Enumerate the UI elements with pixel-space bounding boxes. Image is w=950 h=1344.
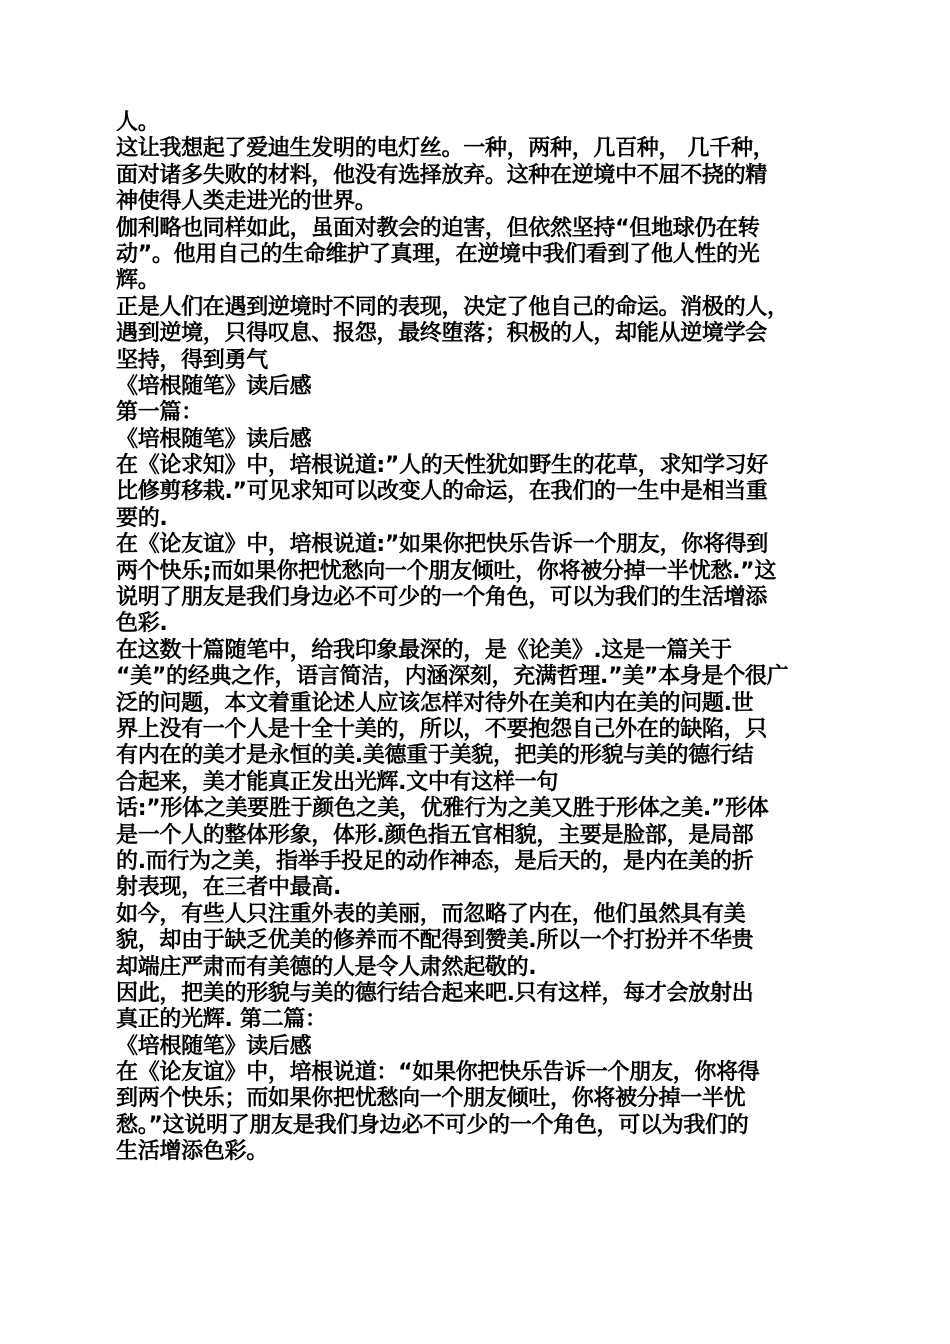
- text-line: 在这数十篇随笔中，给我印象最深的，是《论美》.这是一篇关于: [116, 637, 732, 663]
- text-line: 因此，把美的形貌与美的德行结合起来吧.只有这样，每才会放射出: [116, 980, 754, 1006]
- text-line: 愁。”这说明了朋友是我们身边必不可少的一个角色，可以为我们的: [116, 1112, 749, 1138]
- text-line: 动”。他用自己的生命维护了真理，在逆境中我们看到了他人性的光: [116, 241, 760, 267]
- text-line: 遇到逆境，只得叹息、报怨，最终堕落；积极的人，却能从逆境学会: [116, 321, 768, 347]
- section-heading: 《培根随笔》读后感: [116, 373, 312, 399]
- text-line: 说明了朋友是我们身边必不可少的一个角色，可以为我们的生活增添: [116, 585, 768, 611]
- text-line: 比修剪移栽.”可见求知可以改变人的命运，在我们的一生中是相当重: [116, 479, 768, 505]
- text-line: 泛的问题，本文着重论述人应该怎样对待外在美和内在美的问题.世: [116, 690, 754, 716]
- text-line: 射表现，在三者中最高.: [116, 875, 342, 901]
- text-line: 合起来，美才能真正发出光辉.文中有这样一句: [116, 769, 559, 795]
- text-line: 两个快乐;而如果你把忧愁向一个朋友倾吐，你将被分掉一半忧愁.”这: [116, 558, 777, 584]
- text-line: 是一个人的整体形象，体形.颜色指五官相貌，主要是脸部，是局部: [116, 822, 754, 848]
- text-line: 要的.: [116, 505, 168, 531]
- section-heading: 第一篇：: [116, 400, 203, 426]
- text-line: 如今，有些人只注重外表的美丽，而忽略了内在，他们虽然具有美: [116, 901, 746, 927]
- text-line: 生活增添色彩。: [116, 1139, 268, 1165]
- text-line: 在《论求知》中，培根说道:”人的天性犹如野生的花草，求知学习好: [116, 453, 768, 479]
- text-line: 辉。: [116, 268, 160, 294]
- text-line: 界上没有一个人是十全十美的，所以，不要抱怨自己外在的缺陷，只: [116, 716, 768, 742]
- text-line: 在《论友谊》中，培根说道：“如果你把快乐告诉一个朋友，你将得: [116, 1060, 760, 1086]
- text-line: 人。: [116, 110, 160, 135]
- text-line: 话:”形体之美要胜于颜色之美，优雅行为之美又胜于形体之美.”形体: [116, 796, 769, 822]
- text-line: 面对诸多失败的材料，他没有选择放弃。这种在逆境中不屈不挠的精: [116, 162, 768, 188]
- text-line: 正是人们在遇到逆境时不同的表现，决定了他自己的命运。消极的人，: [116, 294, 789, 320]
- text-line: “美”的经典之作，语言简洁，内涵深刻，充满哲理.”美”本身是个很广: [116, 664, 789, 690]
- text-line: 有内在的美才是永恒的美.美德重于美貌，把美的形貌与美的德行结: [116, 743, 754, 769]
- text-line: 伽利略也同样如此，虽面对教会的迫害，但依然坚持“但地球仍在转: [116, 215, 760, 241]
- text-line: 真正的光辉. 第二篇：: [116, 1007, 327, 1033]
- text-line: 到两个快乐；而如果你把忧愁向一个朋友倾吐，你将被分掉一半忧: [116, 1086, 746, 1112]
- text-line: 却端庄严肃而有美德的人是令人肃然起敬的.: [116, 954, 537, 980]
- section-heading: 《培根随笔》读后感: [116, 1033, 312, 1059]
- text-line: 的.而行为之美，指举手投足的动作神态，是后天的，是内在美的折: [116, 848, 754, 874]
- text-line: 这让我想起了爱迪生发明的电灯丝。一种，两种，几百种， 几千种，: [116, 136, 775, 162]
- text-line: 色彩.: [116, 611, 168, 637]
- text-line: 貌，却由于缺乏优美的修养而不配得到赞美.所以一个打扮并不华贵: [116, 928, 754, 954]
- text-line: 神使得人类走进光的世界。: [116, 189, 377, 215]
- text-line: 在《论友谊》中，培根说道:”如果你把快乐告诉一个朋友，你将得到: [116, 532, 768, 558]
- section-heading: 《培根随笔》读后感: [116, 426, 312, 452]
- text-line: 坚持，得到勇气: [116, 347, 268, 373]
- document-body: [116, 110, 846, 1166]
